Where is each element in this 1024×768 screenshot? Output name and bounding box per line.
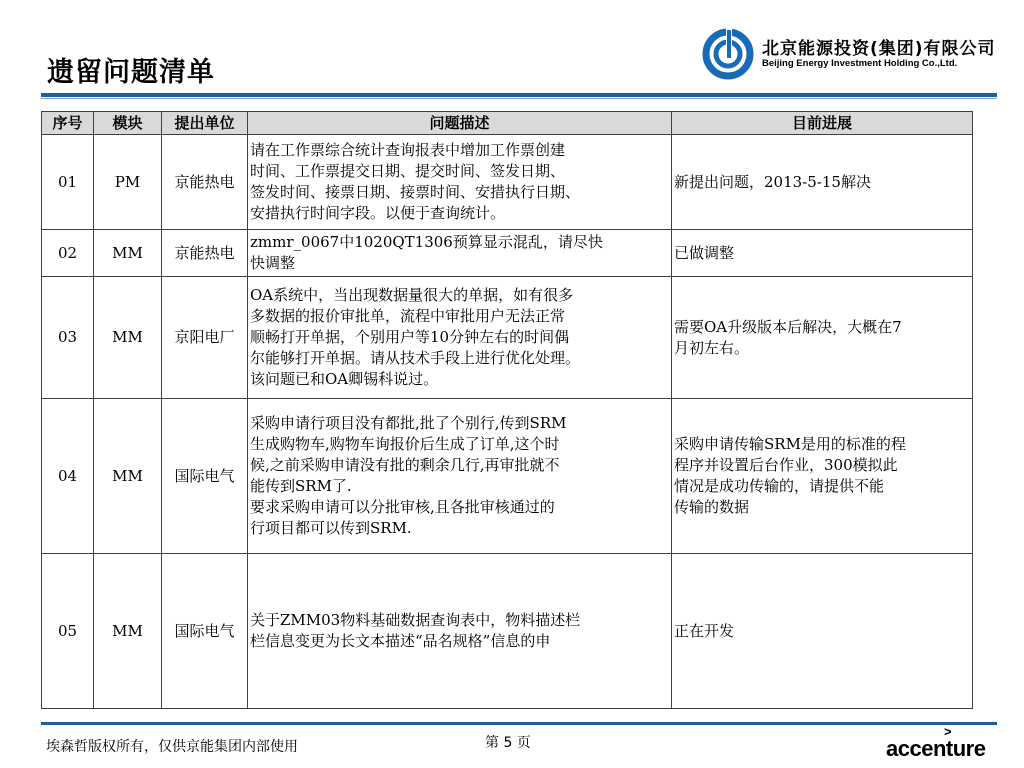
row-module: MM <box>94 230 162 277</box>
row-module: MM <box>94 277 162 399</box>
accenture-logo: accenture <box>886 736 986 761</box>
desc-line: 安措执行时间字段。以便于查询统计。 <box>250 204 506 222</box>
header-progress: 目前进展 <box>672 112 973 135</box>
row-unit: 国际电气 <box>162 554 248 709</box>
row-no: 03 <box>42 277 94 399</box>
table-header-row <box>42 112 973 135</box>
row-unit: 京阳电厂 <box>162 277 248 399</box>
header-no: 序号 <box>42 112 94 135</box>
progress-line: 已做调整 <box>674 243 735 262</box>
row-no: 05 <box>42 554 94 709</box>
desc-line: 快调整 <box>250 254 296 272</box>
header-rule <box>41 93 997 97</box>
progress-line: 需要OA升级版本后解决，大概在7 <box>674 317 902 336</box>
desc-line: 能传到SRM了. <box>250 477 352 495</box>
desc-line: OA系统中，当出现数据量很大的单据，如有很多 <box>250 286 574 304</box>
logo-name-cn: 北京能源投资(集团)有限公司 <box>762 39 996 59</box>
row-description <box>248 399 672 554</box>
row-description <box>248 230 672 277</box>
logo-emblem-icon <box>702 28 754 80</box>
footer-rule <box>41 722 997 725</box>
row-module: MM <box>94 399 162 554</box>
desc-line: 候,之前采购申请没有批的剩余几行,再审批就不 <box>250 456 560 474</box>
desc-line: 该问题已和OA卿锡科说过。 <box>250 370 439 388</box>
desc-line: zmmr_0067中1020QT1306预算显示混乱，请尽快 <box>250 233 603 251</box>
row-module: MM <box>94 554 162 709</box>
desc-line: 多数据的报价审批单，流程中审批用户无法正常 <box>250 307 566 325</box>
row-description <box>248 554 672 709</box>
table-row <box>42 399 973 554</box>
table-row <box>42 277 973 399</box>
row-progress <box>672 135 973 230</box>
row-no: 02 <box>42 230 94 277</box>
desc-line: 顺畅打开单据，个别用户等10分钟左右的时间偶 <box>250 328 570 346</box>
row-unit: 国际电气 <box>162 399 248 554</box>
desc-line: 关于ZMM03物料基础数据查询表中，物料描述栏 <box>250 611 581 629</box>
company-logo <box>702 28 1002 82</box>
page-number: 第 5 页 <box>485 735 531 751</box>
progress-line: 正在开发 <box>674 621 735 640</box>
row-module: PM <box>94 135 162 230</box>
issues-table <box>41 111 973 709</box>
desc-line: 生成购物车,购物车询报价后生成了订单,这个时 <box>250 435 560 453</box>
header-module: 模块 <box>94 112 162 135</box>
row-progress <box>672 399 973 554</box>
progress-line: 传输的数据 <box>674 498 750 516</box>
table-row <box>42 230 973 277</box>
progress-line: 程序并设置后台作业，300模拟此 <box>674 456 898 474</box>
row-description <box>248 135 672 230</box>
header-rule-thin <box>41 98 997 99</box>
header-description: 问题描述 <box>248 112 672 135</box>
row-no: 01 <box>42 135 94 230</box>
row-unit: 京能热电 <box>162 230 248 277</box>
desc-line: 要求采购申请可以分批审核,且各批审核通过的 <box>250 498 555 516</box>
row-progress <box>672 230 973 277</box>
progress-line: 新提出问题，2013-5-15解决 <box>674 172 871 191</box>
desc-line: 行项目都可以传到SRM. <box>250 519 412 537</box>
row-no: 04 <box>42 399 94 554</box>
desc-line: 签发时间、接票日期、接票时间、安措执行日期、 <box>250 183 581 201</box>
header-unit: 提出单位 <box>162 112 248 135</box>
table-row <box>42 554 973 709</box>
row-description <box>248 277 672 399</box>
logo-name-en: Beijing Energy Investment Holding Co.,Ltd. <box>762 58 958 69</box>
progress-line: 情况是成功传输的，请提供不能 <box>674 477 885 495</box>
row-unit: 京能热电 <box>162 135 248 230</box>
row-progress <box>672 277 973 399</box>
accenture-mark-icon: > <box>944 724 952 739</box>
page-title: 遗留问题清单 <box>47 57 215 88</box>
table-row <box>42 135 973 230</box>
progress-line: 月初左右。 <box>674 338 750 357</box>
row-progress <box>672 554 973 709</box>
desc-line: 尔能够打开单据。请从技术手段上进行优化处理。 <box>250 349 581 367</box>
desc-line: 请在工作票综合统计查询报表中增加工作票创建 <box>250 141 566 159</box>
desc-line: 时间、工作票提交日期、提交时间、签发日期、 <box>250 162 566 180</box>
progress-line: 采购申请传输SRM是用的标准的程 <box>674 435 906 453</box>
footer-copyright: 埃森哲版权所有，仅供京能集团内部使用 <box>46 739 298 755</box>
desc-line: 栏信息变更为长文本描述“品名规格”信息的申 <box>250 632 551 650</box>
desc-line: 采购申请行项目没有都批,批了个别行,传到SRM <box>250 414 567 432</box>
